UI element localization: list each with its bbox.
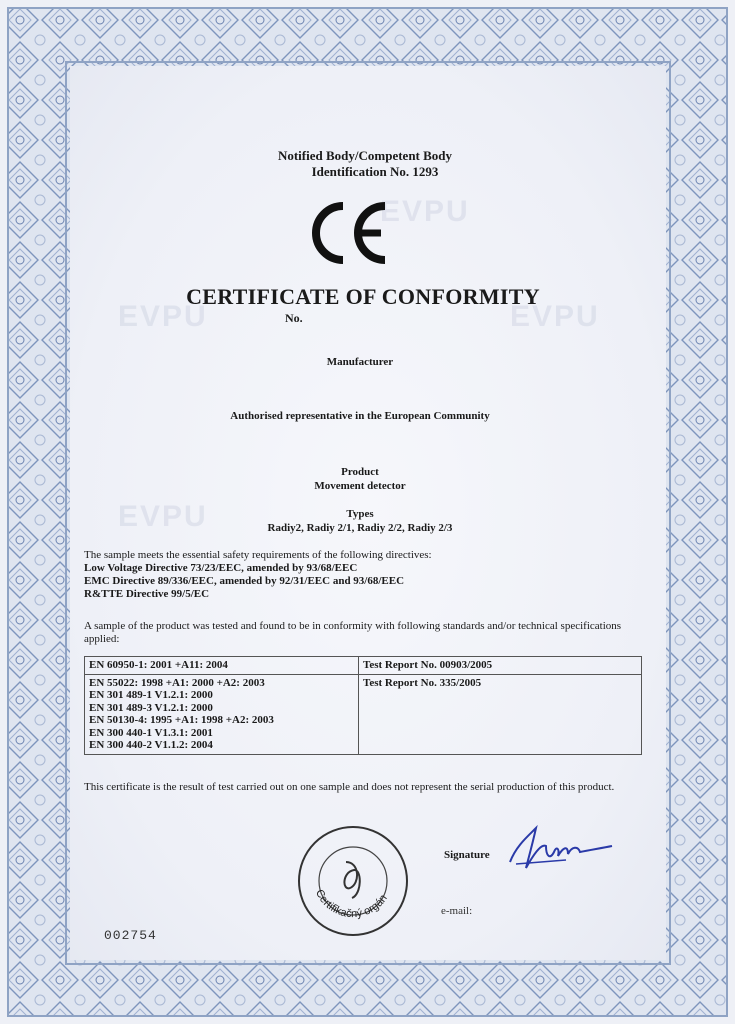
standards-cell xyxy=(85,657,359,675)
ce-mark-icon xyxy=(305,198,389,268)
standard-item: EN 301 489-1 V1.2.1: 2000 xyxy=(89,689,213,701)
directive-item: EMC Directive 89/336/EEC, amended by 92/31/EEC and 93/68/EEC xyxy=(84,575,405,587)
manufacturer-label: Manufacturer xyxy=(326,356,394,368)
header-line-2: Identification No. 1293 xyxy=(311,164,439,179)
authorised-representative-label: Authorised representative in the European Community xyxy=(230,410,490,422)
certificate-title: CERTIFICATE OF CONFORMITY xyxy=(186,284,540,309)
signature-image xyxy=(506,816,616,876)
report-cell: Test Report No. 00903/2005 xyxy=(359,657,642,675)
standard-item: EN 50130-4: 1995 +A1: 1998 +A2: 2003 xyxy=(89,714,274,726)
directive-item: Low Voltage Directive 73/23/EEC, amended by 93/68/EEC xyxy=(84,562,358,574)
watermark: EVPU xyxy=(118,500,208,533)
report-cell: Test Report No. 335/2005 xyxy=(359,674,642,754)
tested-statement: A sample of the product was tested and found to be in conformity with following standards and/or technical specifications applied: xyxy=(84,620,622,645)
table-row xyxy=(85,657,642,675)
types-value: Radiy2, Radiy 2/1, Radiy 2/2, Radiy 2/3 xyxy=(267,522,453,534)
official-stamp xyxy=(296,824,410,938)
types-label: Types xyxy=(346,508,374,520)
watermark: EVPU xyxy=(380,195,470,228)
product-value: Movement detector xyxy=(314,480,406,492)
signature-label: Signature xyxy=(444,849,490,861)
standards-cell xyxy=(85,674,359,754)
disclaimer-text: This certificate is the result of test carried out on one sample and does not represent the serial production of this product. xyxy=(84,781,615,793)
watermark: EVPU xyxy=(118,300,208,333)
standards-table xyxy=(84,656,642,755)
notified-body-header xyxy=(200,148,530,180)
email-label: e-mail: xyxy=(441,905,473,917)
certificate-number-label: No. xyxy=(285,311,303,325)
standard-item: EN 60950-1: 2001 +A11: 2004 xyxy=(89,659,228,671)
directives-section xyxy=(84,549,644,601)
standard-item: EN 55022: 1998 +A1: 2000 +A2: 2003 xyxy=(89,676,265,689)
standard-item: EN 300 440-1 V1.3.1: 2001 xyxy=(89,726,213,739)
svg-text:Certifikačný orgán: Certifikačný orgán xyxy=(312,887,390,921)
standard-item: EN 300 440-2 V1.1.2: 2004 xyxy=(89,739,213,751)
serial-number: 002754 xyxy=(104,928,157,943)
table-row xyxy=(85,674,642,754)
header-line-1: Notified Body/Competent Body xyxy=(277,148,453,163)
product-label: Product xyxy=(341,466,379,478)
watermark: EVPU xyxy=(510,300,600,333)
directive-item: R&TTE Directive 99/5/EC xyxy=(84,588,210,600)
directives-intro: The sample meets the essential safety requirements of the following directives: xyxy=(84,549,432,561)
standard-item: EN 301 489-3 V1.2.1: 2000 xyxy=(89,701,213,714)
